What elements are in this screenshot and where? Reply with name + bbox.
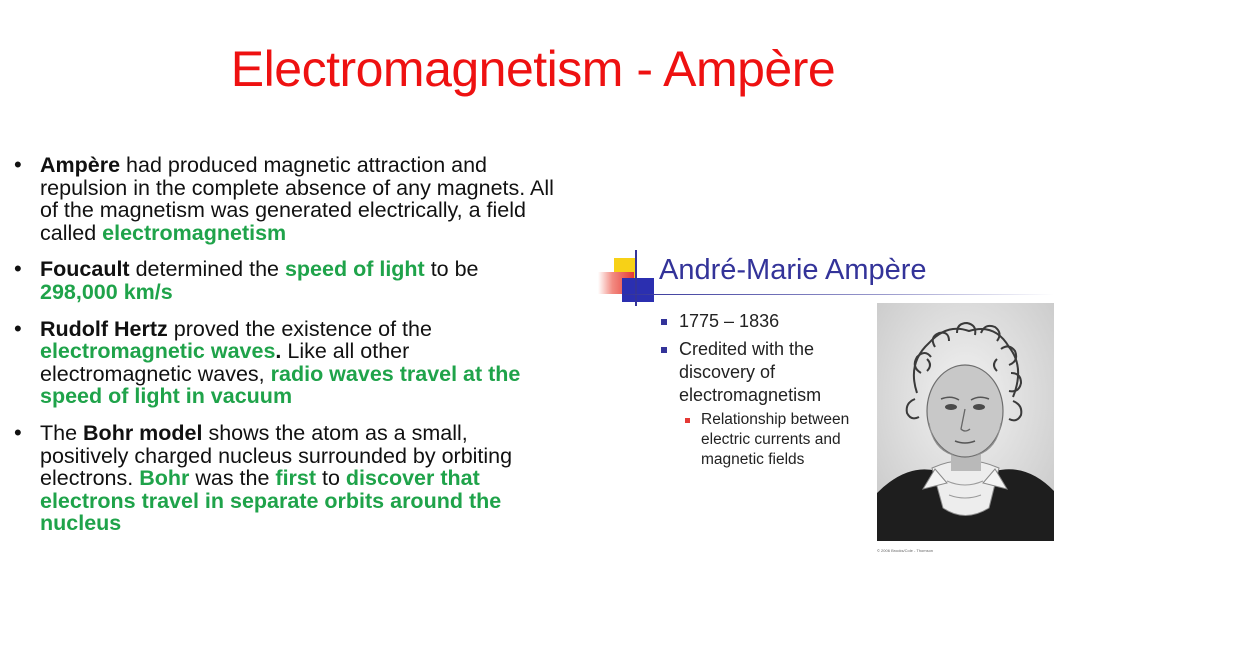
image-credit: © 2006 Brooks/Cole - Thomson xyxy=(877,548,934,553)
bullet-text-plain: had produced magnetic attraction and repulsion in the complete absence of any magnets. All of the magnetism was generated electrically, a field called xyxy=(40,153,554,245)
bullet-text xyxy=(40,317,520,409)
bullet-text-highlight: discover that electrons travel in separate orbits around the nucleus xyxy=(40,466,502,536)
bullet-text-highlight: electromagnetism xyxy=(102,220,287,245)
bullet-text-bold: Rudolf Hertz xyxy=(40,316,168,341)
inner-title-divider xyxy=(624,294,1054,295)
bullet-dot-icon: • xyxy=(14,315,22,341)
bullet-item xyxy=(14,154,554,244)
inner-sublist-item xyxy=(682,410,852,470)
bullet-text-plain: to be xyxy=(424,257,479,282)
bullet-text-plain: The xyxy=(40,420,84,445)
bullet-text-plain: was the xyxy=(189,466,276,491)
logo-blue-square xyxy=(622,278,654,302)
inner-item-text: 1775 – 1836 xyxy=(679,311,780,331)
inner-bullet-list xyxy=(660,310,870,412)
inner-list-item xyxy=(660,310,870,333)
inner-list-item xyxy=(660,338,870,407)
slide-logo-icon xyxy=(598,250,654,306)
square-bullet-icon xyxy=(661,347,667,353)
bullet-text-plain: shows the atom as a small, positively charged nucleus surrounded by orbiting electrons. xyxy=(40,420,513,491)
logo-vertical-line xyxy=(635,250,637,306)
bullet-text xyxy=(40,257,479,304)
inner-sub-bullet-list xyxy=(682,410,852,470)
bullet-text-bold: Ampère xyxy=(40,153,121,177)
bullet-dot-icon: • xyxy=(14,419,22,445)
bullet-text-plain: to xyxy=(316,466,346,491)
bullet-text-highlight: Bohr xyxy=(139,466,190,491)
bullet-text-highlight: radio waves travel at the speed of light in vacuum xyxy=(40,361,521,409)
bullet-item xyxy=(14,419,554,536)
embedded-slide-image xyxy=(598,250,1058,560)
bullet-text-bold: Foucault xyxy=(40,257,130,282)
inner-item-text: Credited with the discovery of electromagnetism xyxy=(679,339,822,405)
square-bullet-icon xyxy=(661,319,667,325)
red-square-bullet-icon xyxy=(685,418,690,423)
bullet-text-bold: . xyxy=(275,339,282,364)
bullet-dot-icon: • xyxy=(14,256,22,282)
slide-title: Electromagnetism - Ampère xyxy=(230,41,836,97)
bullet-text xyxy=(40,421,512,535)
bullet-text-highlight: electromagnetic waves xyxy=(40,339,276,364)
bullet-item xyxy=(14,315,554,409)
bullet-list xyxy=(14,154,554,549)
inner-slide-title: André-Marie Ampère xyxy=(659,254,927,286)
bullet-text-highlight: first xyxy=(275,466,317,491)
bullet-text-highlight: 298,000 km/s xyxy=(40,279,173,304)
bullet-dot-icon: • xyxy=(14,152,22,177)
bullet-item xyxy=(14,258,554,303)
bullet-text-plain: determined the xyxy=(129,257,285,282)
bullet-text-bold: Bohr model xyxy=(83,420,203,445)
bullet-text xyxy=(40,153,554,245)
inner-subitem-text: Relationship between electric currents and magnetic fields xyxy=(701,411,850,468)
bullet-text-plain: Like all other electromagnetic waves, xyxy=(40,339,410,386)
bullet-text-plain: proved the existence of the xyxy=(167,316,432,341)
portrait-engraving-icon xyxy=(877,303,1054,541)
portrait-drawing xyxy=(877,303,1054,541)
bullet-text-highlight: speed of light xyxy=(284,257,425,282)
